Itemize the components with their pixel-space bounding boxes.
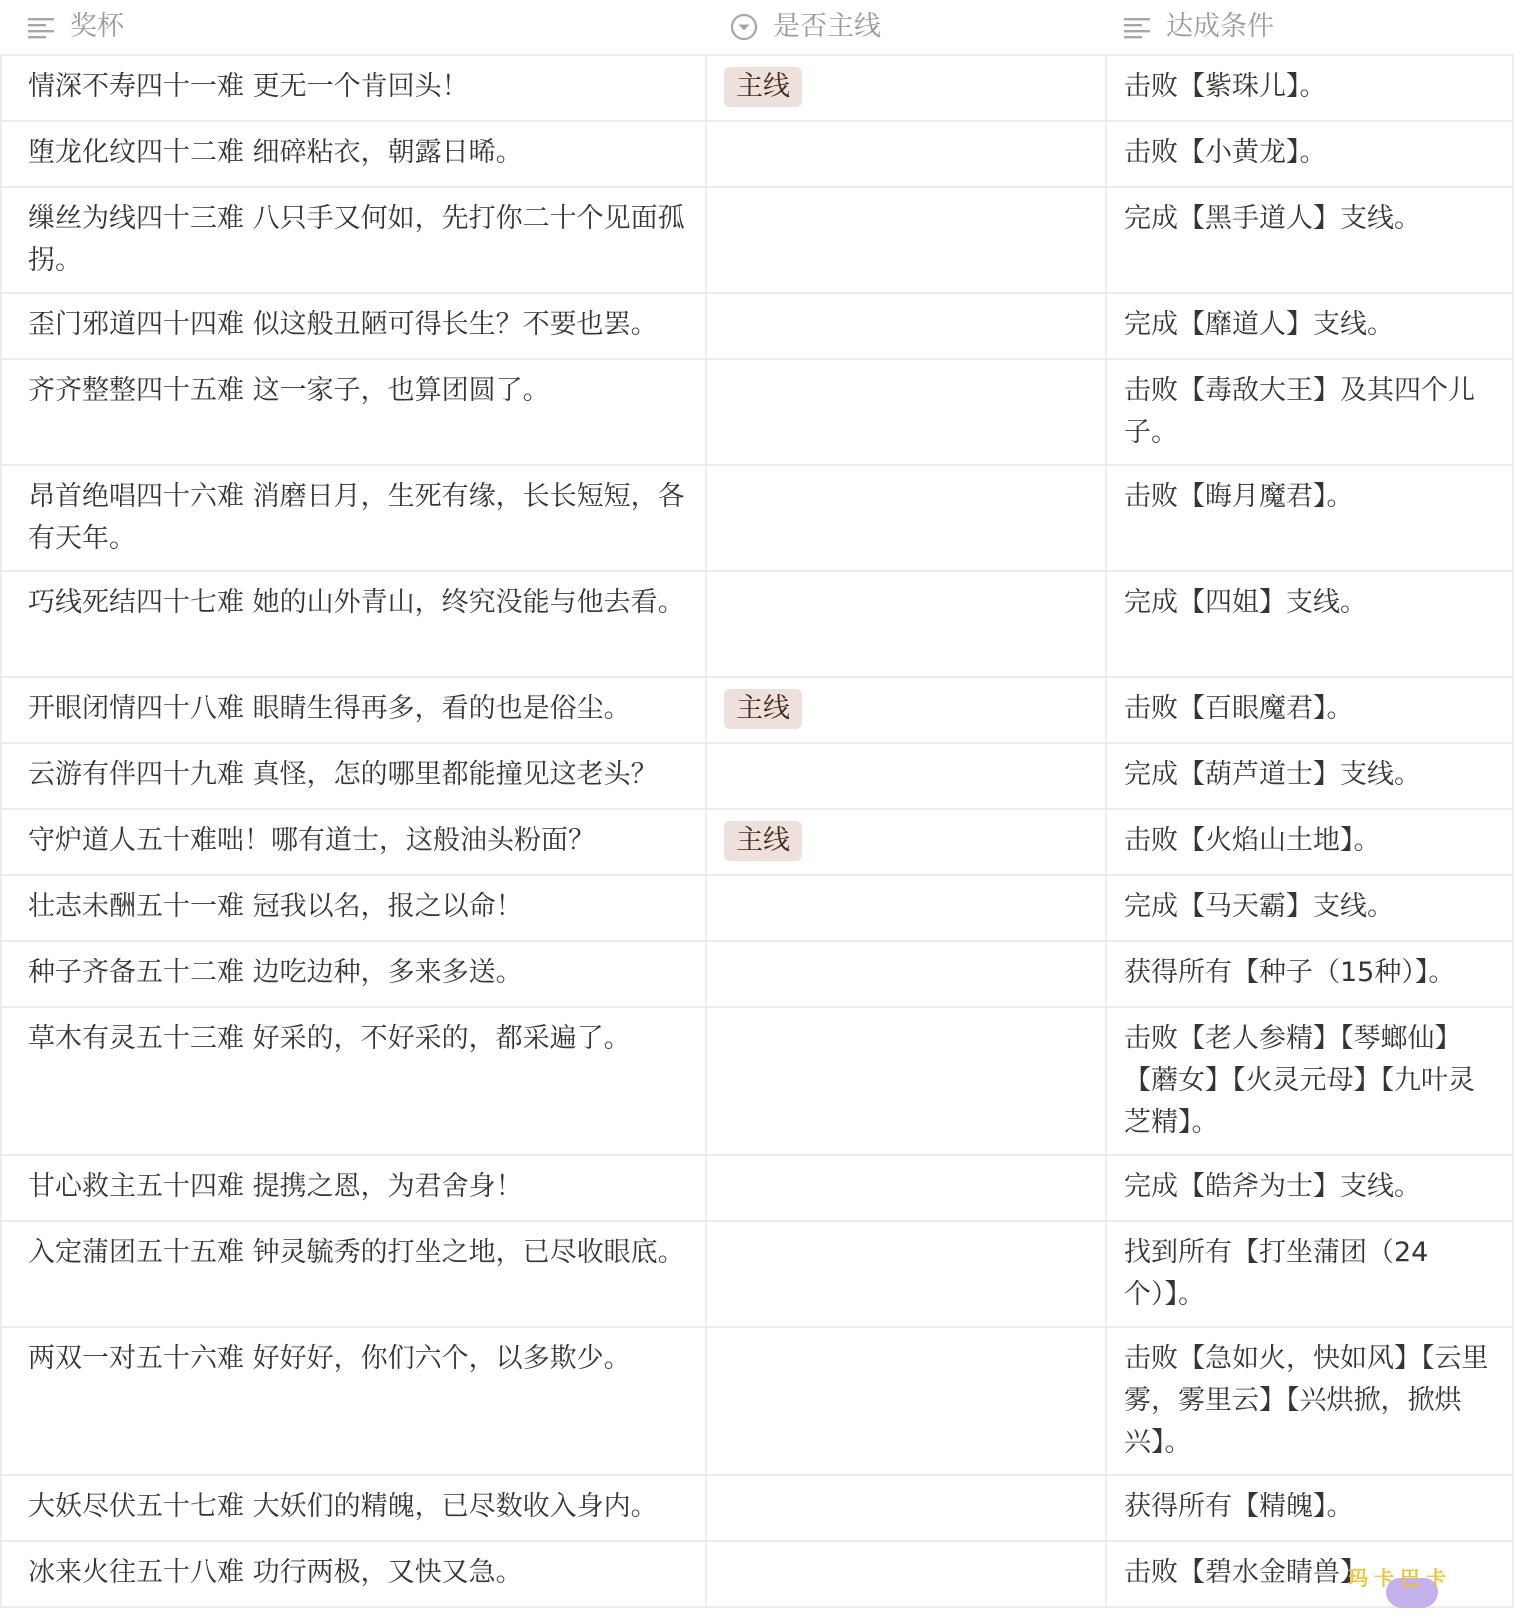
watermark-logo xyxy=(1348,1556,1466,1610)
mainline-cell[interactable] xyxy=(705,1476,1105,1540)
watermark-text: 玛卡巴卡 xyxy=(1348,1566,1452,1590)
condition-cell[interactable]: 完成【黑手道人】支线。 xyxy=(1105,188,1514,292)
condition-cell[interactable]: 获得所有【种子（15种）】。 xyxy=(1105,942,1514,1006)
select-chevron-circle-icon xyxy=(729,12,759,42)
condition-cell[interactable]: 找到所有【打坐蒲团（24个）】。 xyxy=(1105,1222,1514,1326)
condition-cell[interactable]: 完成【靡道人】支线。 xyxy=(1105,294,1514,358)
condition-cell[interactable]: 完成【四姐】支线。 xyxy=(1105,572,1514,676)
trophy-cell[interactable]: 入定蒲团五十五难 钟灵毓秀的打坐之地，已尽收眼底。 xyxy=(0,1222,705,1326)
trophy-cell[interactable]: 壮志未酬五十一难 冠我以名，报之以命！ xyxy=(0,876,705,940)
table-row[interactable] xyxy=(0,1222,1514,1328)
condition-cell[interactable]: 击败【百眼魔君】。 xyxy=(1105,678,1514,742)
mainline-cell[interactable] xyxy=(705,56,1105,120)
condition-cell[interactable]: 击败【火焰山土地】。 xyxy=(1105,810,1514,874)
mainline-tag: 主线 xyxy=(724,67,802,107)
trophy-cell[interactable]: 大妖尽伏五十七难 大妖们的精魄，已尽数收入身内。 xyxy=(0,1476,705,1540)
table-row[interactable] xyxy=(0,1328,1514,1476)
mainline-cell[interactable] xyxy=(705,466,1105,570)
table-row[interactable] xyxy=(0,1008,1514,1156)
mainline-cell[interactable] xyxy=(705,572,1105,676)
condition-cell[interactable]: 完成【葫芦道士】支线。 xyxy=(1105,744,1514,808)
table-row[interactable] xyxy=(0,1542,1514,1608)
text-lines-icon xyxy=(1122,12,1152,42)
trophy-cell[interactable]: 情深不寿四十一难 更无一个肯回头！ xyxy=(0,56,705,120)
condition-cell[interactable]: 击败【紫珠儿】。 xyxy=(1105,56,1514,120)
trophy-cell[interactable]: 齐齐整整四十五难 这一家子，也算团圆了。 xyxy=(0,360,705,464)
mainline-cell[interactable] xyxy=(705,876,1105,940)
column-header-label: 达成条件 xyxy=(1166,11,1274,42)
condition-cell[interactable]: 击败【小黄龙】。 xyxy=(1105,122,1514,186)
mainline-cell[interactable] xyxy=(705,188,1105,292)
table-row[interactable] xyxy=(0,188,1514,294)
table-row[interactable] xyxy=(0,360,1514,466)
trophy-cell[interactable]: 种子齐备五十二难 边吃边种，多来多送。 xyxy=(0,942,705,1006)
condition-cell[interactable]: 击败【毒敌大王】及其四个儿子。 xyxy=(1105,360,1514,464)
mainline-cell[interactable] xyxy=(705,360,1105,464)
table-row[interactable] xyxy=(0,56,1514,122)
condition-cell[interactable]: 击败【晦月魔君】。 xyxy=(1105,466,1514,570)
trophy-cell[interactable]: 两双一对五十六难 好好好，你们六个，以多欺少。 xyxy=(0,1328,705,1474)
mainline-cell[interactable] xyxy=(705,1008,1105,1154)
trophy-cell[interactable]: 昂首绝唱四十六难 消磨日月，生死有缘，长长短短，各有天年。 xyxy=(0,466,705,570)
mainline-cell[interactable] xyxy=(705,294,1105,358)
mainline-tag: 主线 xyxy=(724,821,802,861)
mainline-cell[interactable] xyxy=(705,810,1105,874)
trophy-cell[interactable]: 草木有灵五十三难 好采的，不好采的，都采遍了。 xyxy=(0,1008,705,1154)
column-header-trophy[interactable] xyxy=(0,0,705,54)
trophy-cell[interactable]: 开眼闭情四十八难 眼睛生得再多，看的也是俗尘。 xyxy=(0,678,705,742)
trophy-cell[interactable]: 巧线死结四十七难 她的山外青山，终究没能与他去看。 xyxy=(0,572,705,676)
table-row[interactable] xyxy=(0,1156,1514,1222)
trophy-cell[interactable]: 冰来火往五十八难 功行两极，又快又急。 xyxy=(0,1542,705,1606)
condition-cell[interactable]: 击败【急如火，快如风】【云里雾，雾里云】【兴烘掀，掀烘兴】。 xyxy=(1105,1328,1514,1474)
mainline-tag: 主线 xyxy=(724,689,802,729)
mainline-cell[interactable] xyxy=(705,1328,1105,1474)
table-row[interactable] xyxy=(0,810,1514,876)
mainline-cell[interactable] xyxy=(705,1156,1105,1220)
trophy-cell[interactable]: 甘心救主五十四难 提携之恩，为君舍身！ xyxy=(0,1156,705,1220)
mainline-cell[interactable] xyxy=(705,744,1105,808)
table-row[interactable] xyxy=(0,122,1514,188)
table-row[interactable] xyxy=(0,876,1514,942)
condition-cell[interactable]: 击败【老人参精】【琴螂仙】【蘑女】【火灵元母】【九叶灵芝精】。 xyxy=(1105,1008,1514,1154)
trophy-cell[interactable]: 守炉道人五十难咄！哪有道士，这般油头粉面？ xyxy=(0,810,705,874)
trophy-cell[interactable]: 堕龙化纹四十二难 细碎粘衣，朝露日晞。 xyxy=(0,122,705,186)
table-row[interactable] xyxy=(0,744,1514,810)
table-row[interactable] xyxy=(0,1476,1514,1542)
trophy-cell[interactable]: 歪门邪道四十四难 似这般丑陋可得长生？不要也罢。 xyxy=(0,294,705,358)
table-row[interactable] xyxy=(0,678,1514,744)
column-header-condition[interactable] xyxy=(1105,0,1514,54)
table-row[interactable] xyxy=(0,572,1514,678)
mainline-cell[interactable] xyxy=(705,122,1105,186)
mainline-cell[interactable] xyxy=(705,942,1105,1006)
column-header-label: 是否主线 xyxy=(773,11,881,42)
table-row[interactable] xyxy=(0,466,1514,572)
trophy-cell[interactable]: 云游有伴四十九难 真怪，怎的哪里都能撞见这老头？ xyxy=(0,744,705,808)
trophy-cell[interactable]: 缫丝为线四十三难 八只手又何如，先打你二十个见面孤拐。 xyxy=(0,188,705,292)
condition-cell[interactable]: 获得所有【精魄】。 xyxy=(1105,1476,1514,1540)
mainline-cell[interactable] xyxy=(705,678,1105,742)
condition-cell[interactable]: 完成【皓斧为士】支线。 xyxy=(1105,1156,1514,1220)
mainline-cell[interactable] xyxy=(705,1542,1105,1606)
condition-cell[interactable]: 完成【马天霸】支线。 xyxy=(1105,876,1514,940)
condition-cell[interactable]: 击败【碧水金睛兽】 xyxy=(1105,1542,1514,1606)
table-row[interactable] xyxy=(0,942,1514,1008)
table-header-row xyxy=(0,0,1514,56)
text-lines-icon xyxy=(26,12,56,42)
mainline-cell[interactable] xyxy=(705,1222,1105,1326)
column-header-mainline[interactable] xyxy=(705,0,1105,54)
column-header-label: 奖杯 xyxy=(70,11,124,42)
table-row[interactable] xyxy=(0,294,1514,360)
